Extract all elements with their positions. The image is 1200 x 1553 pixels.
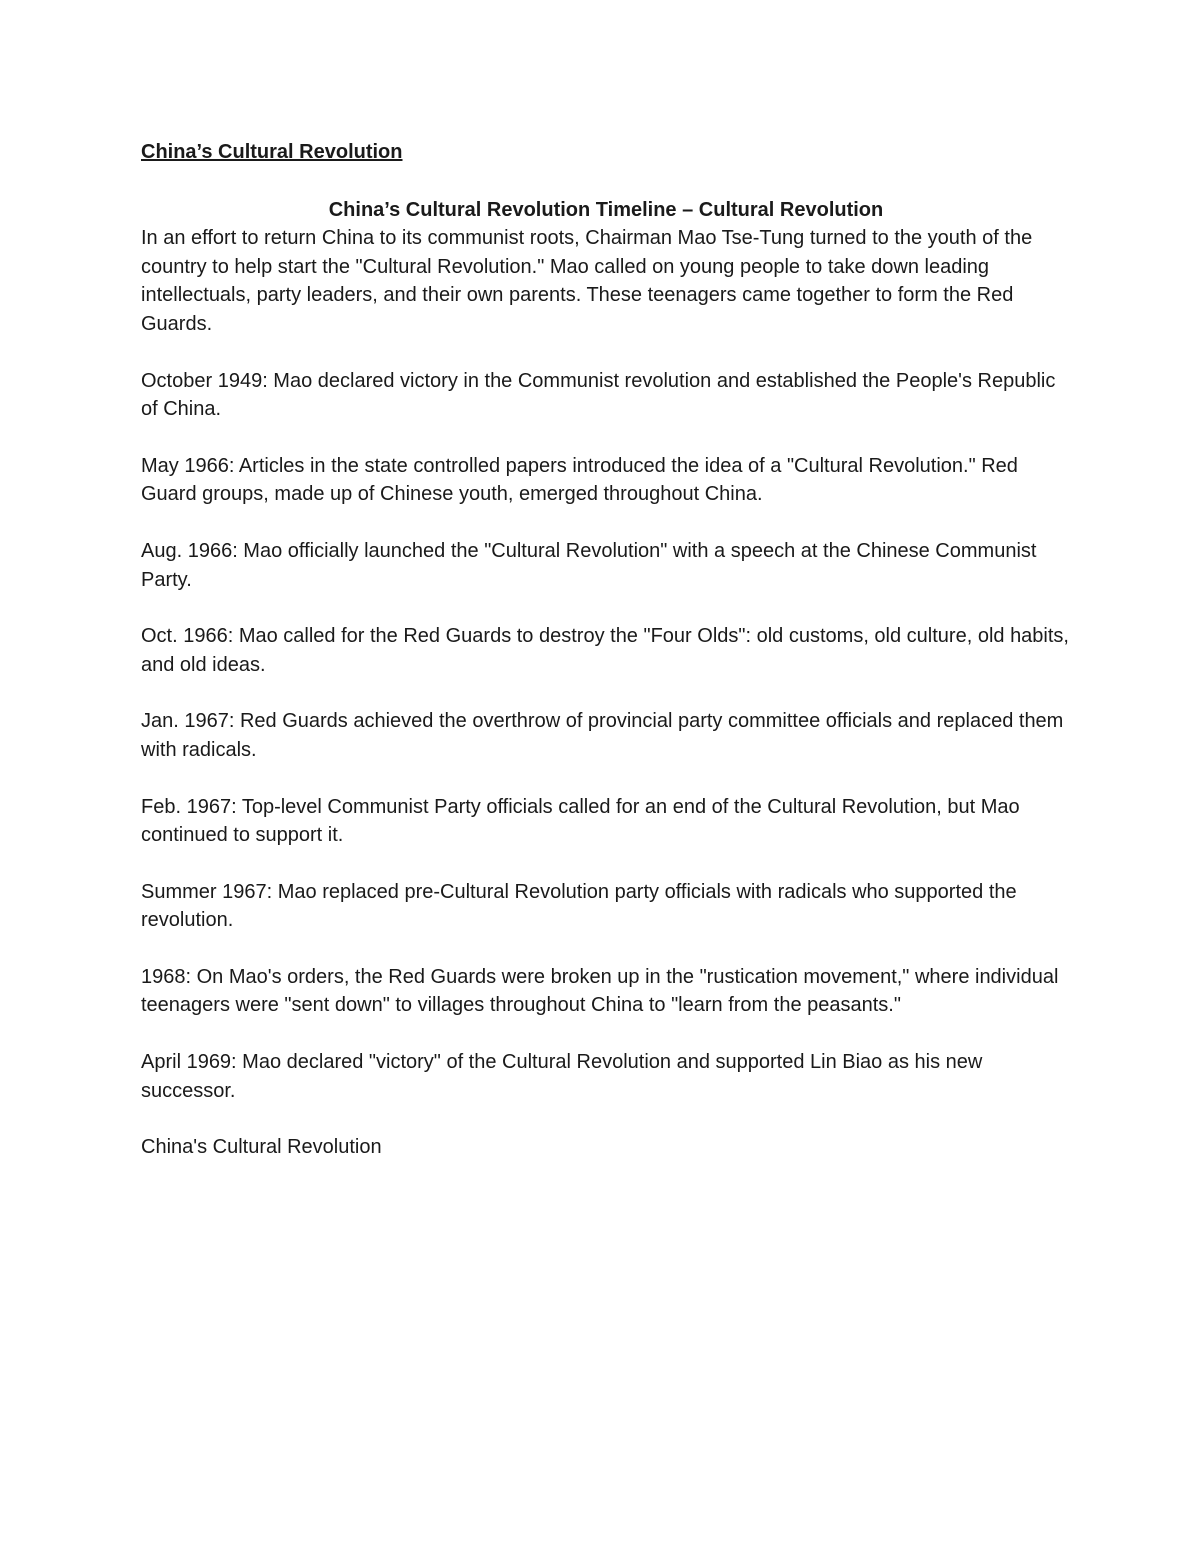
timeline-entry-summer-1967: Summer 1967: Mao replaced pre-Cultural Revolution party officials with radicals who supported the revolution. — [141, 880, 1017, 932]
timeline-entry-jan-1967: Jan. 1967: Red Guards achieved the overthrow of provincial party committee officials and replaced them with radicals. — [141, 710, 1064, 761]
timeline-entry-may-1966: May 1966: Articles in the state controlled papers introduced the idea of a "Cultural Revolution." Red Guard groups, made up of Chinese youth, emerged throughout China. — [141, 454, 1018, 506]
timeline-entry-feb-1967: Feb. 1967: Top-level Communist Party officials called for an end of the Cultural Revolution, but Mao continued to support it. — [141, 795, 1020, 847]
timeline-entry-aug-1966: Aug. 1966: Mao officially launched the "Cultural Revolution" with a speech at the Chinese Communist Party. — [141, 539, 1037, 591]
document-title: China’s Cultural Revolution — [141, 141, 403, 163]
timeline-heading: China’s Cultural Revolution Timeline – Cultural Revolution — [328, 198, 884, 221]
document-footer-text: China's Cultural Revolution — [141, 1136, 382, 1159]
intro-paragraph: In an effort to return China to its communist roots, Chairman Mao Tse-Tung turned to the youth of the country to help start the "Cultural Revolution." Mao called on young people to take down leading intellectuals, party leaders, and their own parents. These teenagers came together to form the Red Guards. — [141, 227, 1033, 335]
timeline-entry-april-1969: April 1969: Mao declared "victory" of the Cultural Revolution and supported Lin Biao as his new successor. — [141, 1051, 983, 1102]
document-body — [141, 138, 1071, 1162]
timeline-entry-1968: 1968: On Mao's orders, the Red Guards were broken up in the "rustication movement," where individual teenagers were "sent down" to villages throughout China to "learn from the peasants." — [141, 965, 1059, 1017]
timeline-entry-oct-1966: Oct. 1966: Mao called for the Red Guards to destroy the "Four Olds": old customs, old culture, old habits, and old ideas. — [141, 625, 1069, 676]
timeline-entry-october-1949: October 1949: Mao declared victory in the Communist revolution and established the People's Republic of China. — [141, 369, 1056, 421]
